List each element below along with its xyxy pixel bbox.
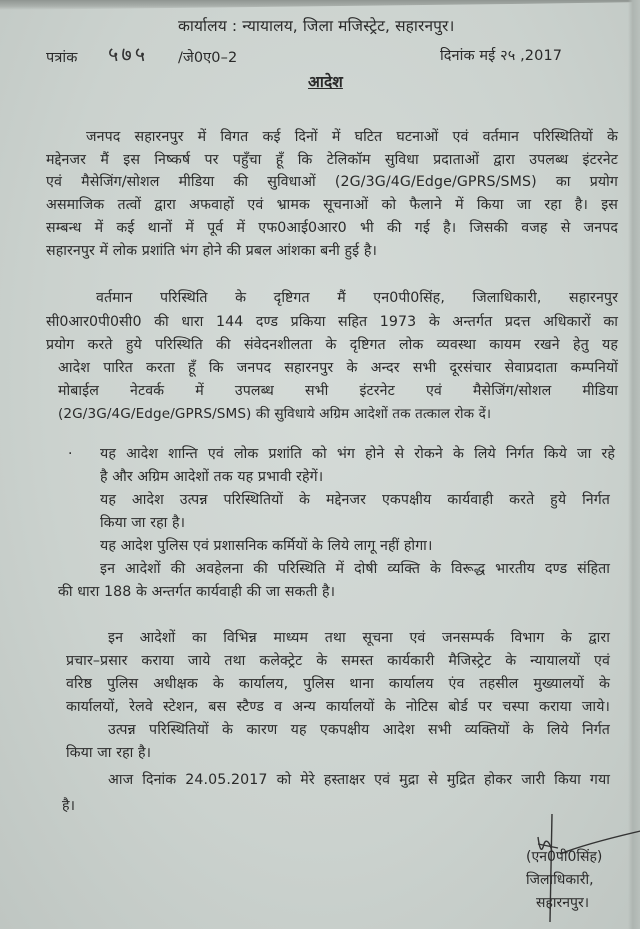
signatory-place: सहारनपुर। (536, 895, 590, 911)
paragraph-4-line: इन आदेशों का विभिन्न माध्यम तथा सूचना एवं जनसम्पर्क विभाग के द्वारा (108, 630, 610, 646)
office-heading: कार्यालय : न्यायालय, जिला मजिस्ट्रेट, सहारनपुर। (178, 17, 455, 35)
condition-line: की धारा 188 के अन्तर्गत कार्यवाही की जा सकती है। (58, 584, 336, 600)
paragraph-2-line: (2G/3G/4G/Edge/GPRS/SMS) की सुविधाये अग्रिम आदेशों तक तत्काल रोक दें। (58, 406, 492, 422)
signatory-designation: जिलाधिकारी, (526, 872, 594, 888)
paragraph-4-line: वरिष्ठ पुलिस अधीक्षक के कार्यालय, पुलिस थाना कार्यालय एंव तहसील मुख्यालयों के (66, 676, 610, 692)
paragraph-2-line: सी0आर0पी0सी0 की धारा 144 दण्ड प्रकिया सहित 1973 के अन्तर्गत प्रदत्त अधिकारों का (46, 314, 618, 330)
paragraph-2-line: वर्तमान परिस्थिति के दृष्टिगत मैं एन0पी0सिंह, जिलाधिकारी, सहारनपुर (96, 290, 618, 306)
paragraph-1-line: एवं मैसेजिंग/सोशल मीडिया की सुविधाओं (2G/3G/4G/Edge/GPRS/SMS) का प्रयोग (46, 174, 618, 190)
condition-line: है और अग्रिम आदेशों तक यह प्रभावी रहेगें। (100, 469, 324, 485)
reference-suffix: /जे0ए0–2 (178, 50, 238, 66)
paragraph-1-line: जनपद सहारनपुर में विगत कई दिनों में घटित घटनाओं एवं वर्तमान परिस्थितियों के (86, 129, 618, 145)
issue-statement-line: आज दिनांक 24.05.2017 को मेरे हस्ताक्षर एवं मुद्रा से मुद्रित होकर जारी किया गया (108, 772, 610, 788)
paragraph-4-line: किया जा रहा है। (66, 745, 152, 761)
page-right-edge (628, 0, 640, 929)
reference-label: पत्रांक (46, 50, 78, 66)
paragraph-4-line: उत्पन्न परिस्थितियों के कारण यह एकपक्षीय आदेश सभी व्यक्तियों के लिये निर्गत (108, 722, 610, 738)
document-date: दिनांक मई २५ ,2017 (440, 48, 563, 64)
paragraph-4-line: प्रचार–प्रसार कराया जाये तथा कलेक्ट्रेट के समस्त कार्यकारी मैजिस्ट्रेट के न्यायालयों एवं (66, 653, 610, 669)
document-title: आदेश (308, 73, 343, 91)
paragraph-2-line: प्रयोग करते हुये परिस्थिति की संवेदनशीलता के दृष्टिगत लोक व्यवस्था कायम रखने हेतु यह (46, 337, 618, 353)
paragraph-1-line: सहारनपुर में लोक प्रशांति भंग होने की प्रबल आंशका बनी हुई है। (46, 243, 377, 259)
bullet-mark: · (68, 446, 73, 462)
paragraph-2-line: मोबाईल नेटवर्क में उपलब्ध सभी इंटरनेट एवं मैसेजिंग/सोशल मीडिया (58, 383, 618, 399)
signatory-name: (एन0पी0सिंह) (526, 849, 603, 865)
condition-line: इन आदेशों की अवहेलना की परिस्थिति में दोषी व्यक्ति के विरूद्ध भारतीय दण्ड संहिता (100, 561, 610, 577)
issue-statement-line: है। (62, 798, 76, 814)
condition-line: किया जा रहा है। (100, 515, 186, 531)
paragraph-1-line: सम्बन्ध में कई थानों में पूर्व में एफ0आई0आर0 भी की गई है। जिसकी वजह से जनपद (46, 220, 618, 236)
paragraph-1-line: मद्देनजर मैं इस निष्कर्ष पर पहुँचा हूँ कि टेलिकॉम सुविधा प्रदाताओं द्वारा उपलब्ध इंटरनेट (46, 152, 618, 168)
condition-line: यह आदेश शान्ति एवं लोक प्रशांति को भंग होने से रोकने के लिये निर्गत किये जा रहे (100, 446, 615, 462)
condition-line: यह आदेश पुलिस एवं प्रशासनिक कर्मियों के लिये लागू नहीं होगा। (100, 538, 433, 554)
paragraph-4-line: कार्यालयों, रेलवे स्टेशन, बस स्टैण्ड व अन्य कार्यालयों के नोटिस बोर्ड पर चस्पा कराया जाये। (66, 699, 610, 715)
paragraph-2-line: आदेश पारित करता हूँ कि जनपद सहारनपुर के अन्दर सभी दूरसंचार सेवाप्रदाता कम्पनियों (58, 360, 618, 376)
reference-number-handwritten: ५७५ (108, 42, 149, 66)
paragraph-1-line: असमाजिक तत्वों द्वारा अफवाहों एवं भ्रामक सूचनाओं को फैलाने में किया जा रहा है। इस (46, 197, 618, 213)
condition-line: यह आदेश उत्पन्न परिस्थितियों के मद्देनजर एकपक्षीय कार्यवाही करते हुये निर्गत (100, 492, 610, 508)
